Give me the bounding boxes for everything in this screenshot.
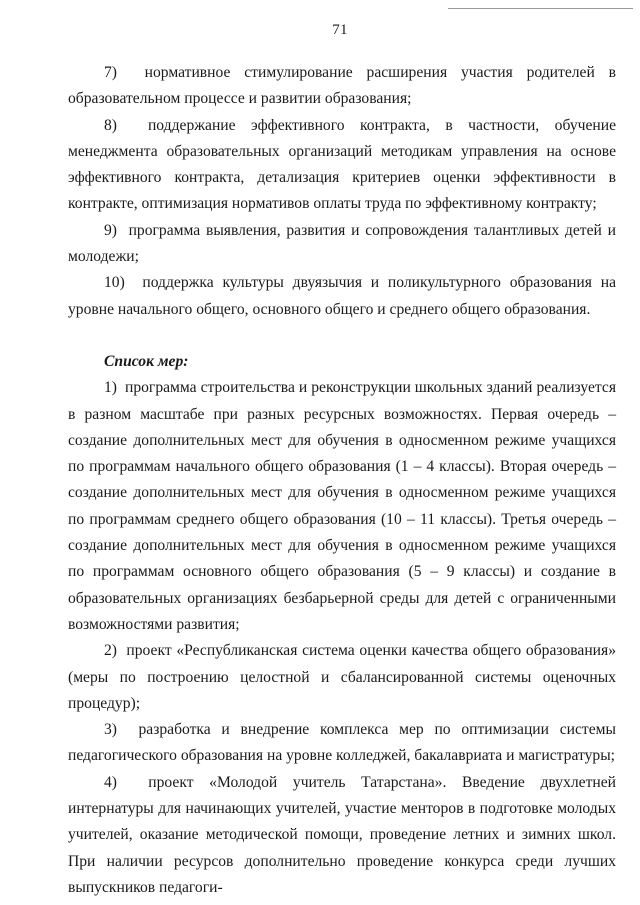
list-item: 7) нормативное стимулирование расширения участия родителей в образовательном процессе и развитии образования;	[68, 64, 616, 108]
measure-item: 4) проект «Молодой учитель Татарстана». Введение двухлетней интернатуры для начинающих учителей, участие менторов в подготовке молодых учителей, оказание методической помощи, проведение летних и зимних школ. При наличии ресурсов дополнительно проведение конкурса среди лучших выпускников педагоги-	[68, 773, 616, 896]
list-item: 9) программа выявления, развития и сопровождения талантливых детей и молодежи;	[68, 221, 616, 266]
page-number: 71	[332, 22, 348, 38]
section-gap	[68, 323, 616, 349]
list-item: 8) поддержание эффективного контракта, в частности, обучение менеджмента образовательных организаций методикам управления на основе эффективного контракта, детализация критериев оценки эффективности в контракте, оптимизация нормативов оплаты труда по эффективному контракту;	[68, 116, 616, 213]
measure-item: 3) разработка и внедрение комплекса мер по оптимизации системы педагогического образования на уровне колледжей, бакалавриата и магистратуры;	[68, 721, 616, 765]
section-heading: Список мер:	[104, 352, 189, 370]
document-body	[68, 60, 616, 901]
header-rule	[448, 8, 633, 9]
measure-item: 2) проект «Республиканская система оценки качества общего образования» (меры по построению целостной и сбалансированной системы оценочных процедур);	[68, 642, 616, 712]
measure-item: 1) программа строительства и реконструкции школьных зданий реализуется в разном масштабе при разных ресурсных возможностях. Первая очередь – создание дополнительных мест для обучения в односменном режиме учащихся по программам начального общего образования (1 – 4 классы). Вторая очередь – создание дополнительных мест для обучения в односменном режиме учащихся по программам среднего общего образования (10 – 11 классы). Третья очередь – создание дополнительных мест для обучения в односменном режиме учащихся по программам основного общего образования (5 – 9 классы) и создание в образовательных организациях безбарьерной среды для детей с ограниченными возможностями развития;	[68, 379, 616, 633]
list-item: 10) поддержка культуры двуязычия и поликультурного образования на уровне начального общего, основного общего и среднего общего образования.	[68, 274, 616, 318]
